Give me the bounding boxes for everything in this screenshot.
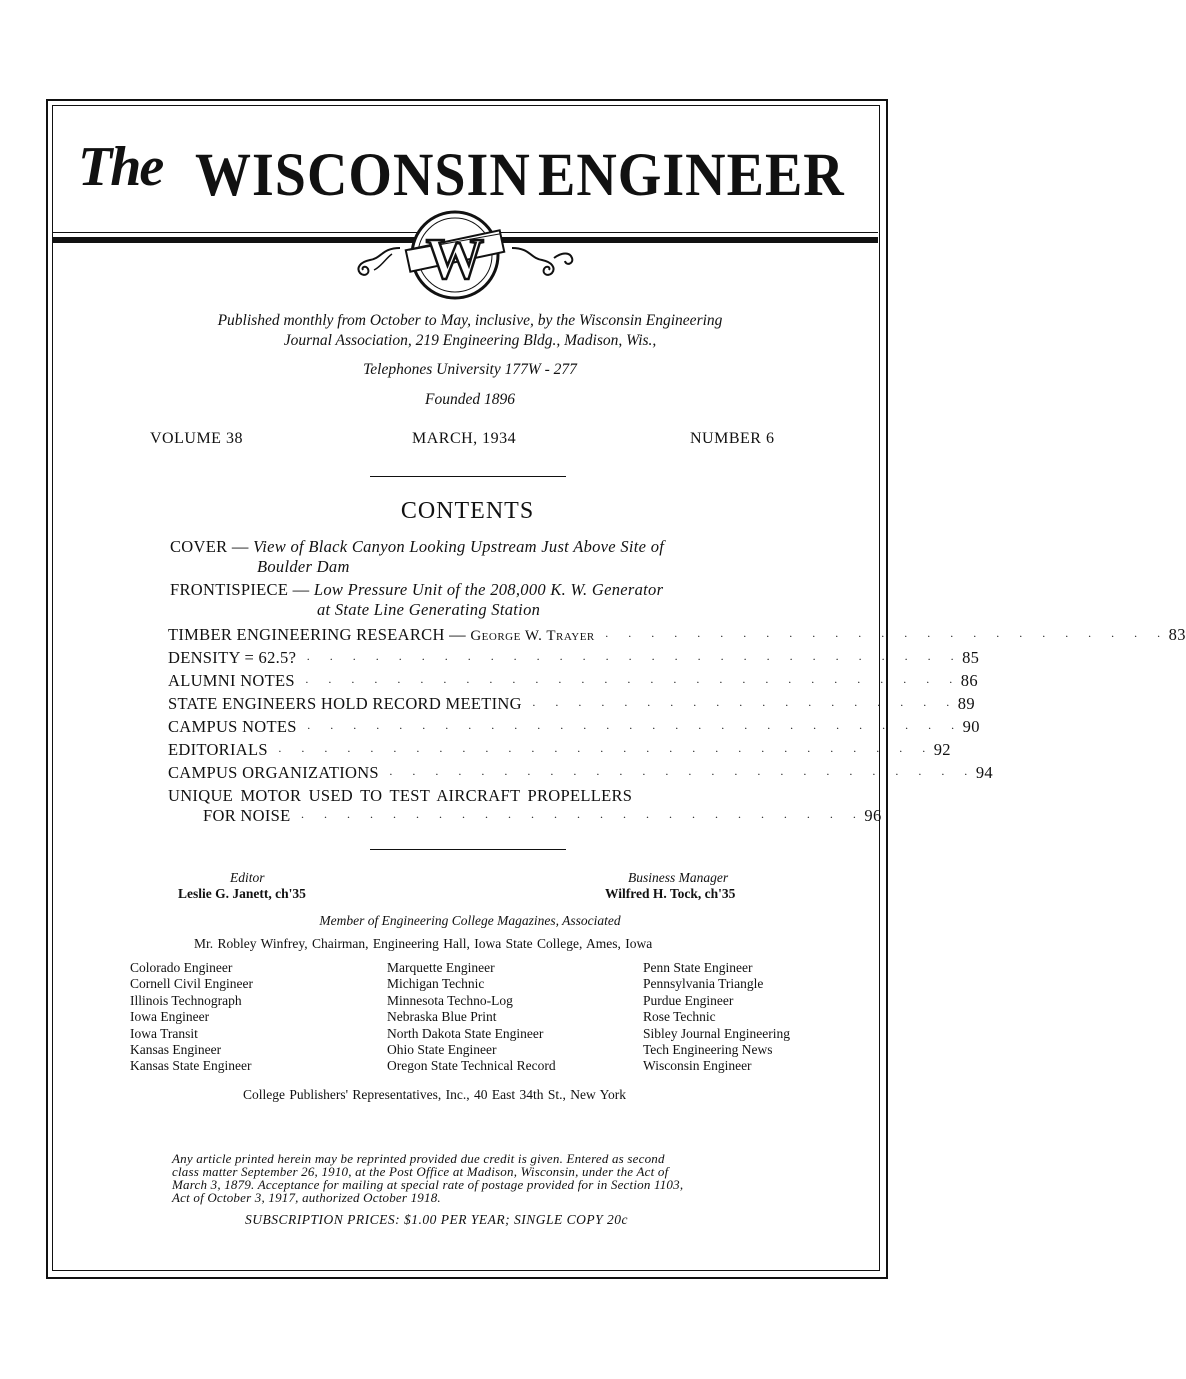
leader-dots: · · · · · · · · · · · · · · · · · · · · · · · · · · · · · (304, 675, 961, 689)
divider-2 (370, 849, 566, 850)
toc-item[interactable] (168, 694, 975, 716)
publication-info (120, 311, 820, 351)
frontispiece-desc-1: Low Pressure Unit of the 208,000 K. W. Generator (313, 580, 664, 599)
magazine-list-col3 (643, 960, 790, 1075)
list-item: Pennsylvania Triangle (643, 976, 764, 992)
list-item: Iowa Engineer (130, 1009, 210, 1025)
magazine-list-col2 (387, 960, 556, 1075)
list-item: Sibley Journal Engineering (643, 1025, 790, 1041)
toc-item-author: George W. Trayer (470, 628, 595, 644)
list-item: Wisconsin Engineer (643, 1058, 752, 1074)
list-item: Michigan Technic (387, 976, 485, 992)
toc-item-page: 86 (960, 671, 978, 690)
frontispiece-label: FRONTISPIECE (170, 580, 289, 599)
list-item: Nebraska Blue Print (387, 1009, 497, 1025)
cover-desc-2: Boulder Dam (257, 557, 350, 576)
list-item: Kansas State Engineer (130, 1058, 252, 1074)
wisconsin-w-logo-icon (399, 200, 511, 310)
scroll-ornament-left-icon (352, 244, 402, 283)
list-item: Tech Engineering News (643, 1042, 773, 1058)
em-dash: — (231, 537, 254, 556)
list-item: North Dakota State Engineer (387, 1025, 544, 1041)
issue-number: NUMBER 6 (690, 430, 775, 447)
toc-item[interactable] (168, 717, 980, 739)
em-dash: — (444, 625, 471, 644)
manager-title: Business Manager (628, 870, 729, 885)
pub-info-line2: Journal Association, 219 Engineering Bldg., Madison, Wis., (283, 332, 657, 349)
toc-item-title: DENSITY = 62.5? (168, 648, 297, 667)
toc-item[interactable] (168, 763, 993, 785)
chairman-line: Mr. Robley Winfrey, Chairman, Engineering Hall, Iowa State College, Ames, Iowa (194, 936, 653, 951)
list-item: Marquette Engineer (387, 960, 495, 975)
toc-item-page: 83 (1168, 625, 1186, 644)
masthead-title-left: WISCONSIN (195, 141, 531, 210)
list-item: Oregon State Technical Record (387, 1058, 556, 1074)
frontispiece-desc-2: at State Line Generating Station (317, 600, 541, 619)
toc-item[interactable] (168, 648, 980, 670)
list-item: Purdue Engineer (643, 992, 734, 1008)
scroll-ornament-right-icon (510, 244, 580, 283)
cover-label: COVER (170, 537, 228, 556)
founded: Founded 1896 (425, 391, 515, 408)
toc-item[interactable] (203, 806, 882, 828)
telephones: Telephones University 177W - 277 (363, 361, 577, 378)
list-item: Illinois Technograph (130, 992, 242, 1008)
leader-dots: · · · · · · · · · · · · · · · · · · · · · · · · · · (388, 767, 976, 781)
toc-item-page: 94 (975, 763, 993, 782)
divider-1 (370, 476, 566, 477)
magazine-list-col1 (130, 960, 253, 1075)
svg-text:W: W (426, 226, 484, 291)
leader-dots: · · · · · · · · · · · · · · · · · · · (531, 698, 958, 712)
toc-item-page: 96 (864, 806, 882, 825)
list-item: Colorado Engineer (130, 960, 233, 975)
list-item: Cornell Civil Engineer (130, 976, 253, 992)
cover-desc-1: View of Black Canyon Looking Upstream Just Above Site of (253, 537, 665, 556)
fine-print-line1: Any article printed herein may be reprinted provided due credit is given. Entered as second (172, 1151, 665, 1166)
toc-item[interactable] (168, 625, 1186, 647)
leader-dots: · · · · · · · · · · · · · · · · · · · · · · · · · (604, 629, 1169, 643)
toc-item-title: ALUMNI NOTES (168, 671, 295, 690)
volume: VOLUME 38 (150, 430, 243, 447)
list-item: Kansas Engineer (130, 1042, 222, 1058)
toc-item-title: EDITORIALS (168, 740, 268, 759)
toc-item-title: CAMPUS ORGANIZATIONS (168, 763, 379, 782)
fine-print-line4: Act of October 3, 1917, authorized October 1918. (172, 1190, 441, 1205)
editor-name: Leslie G. Janett, ch'35 (178, 886, 306, 901)
contents-heading: CONTENTS (400, 498, 535, 524)
toc-item[interactable] (168, 740, 951, 762)
toc-item-title-line1: UNIQUE MOTOR USED TO TEST AIRCRAFT PROPELLERS (168, 786, 633, 805)
representatives-line: College Publishers' Representatives, Inc., 40 East 34th St., New York (243, 1087, 627, 1102)
fine-print (172, 1152, 772, 1204)
fine-print-line2: class matter September 26, 1910, at the Post Office at Madison, Wisconsin, under the Act of (172, 1164, 669, 1179)
masthead-the: The (78, 136, 163, 198)
toc-frontispiece (170, 580, 770, 600)
member-line: Member of Engineering College Magazines, Associated (319, 913, 621, 928)
toc-cover (170, 537, 750, 557)
toc-item-title: CAMPUS NOTES (168, 717, 297, 736)
toc-item-page: 85 (962, 648, 980, 667)
list-item: Iowa Transit (130, 1025, 198, 1041)
manager-name: Wilfred H. Tock, ch'35 (605, 886, 736, 901)
toc-item-title: FOR NOISE (203, 806, 291, 825)
issue-date: MARCH, 1934 (412, 430, 517, 447)
masthead-title-right: ENGINEER (538, 141, 845, 210)
list-item: Ohio State Engineer (387, 1042, 497, 1058)
pub-info-line1: Published monthly from October to May, inclusive, by the Wisconsin Engineering (217, 312, 723, 329)
fine-print-line3: March 3, 1879. Acceptance for mailing at special rate of postage provided for in Section 1103, (172, 1177, 684, 1192)
leader-dots: · · · · · · · · · · · · · · · · · · · · · · · · · (300, 810, 865, 824)
toc-item-page: 90 (962, 717, 980, 736)
leader-dots: · · · · · · · · · · · · · · · · · · · · · · · · · · · · · (306, 652, 963, 666)
toc-item-page: 89 (957, 694, 975, 713)
list-item: Rose Technic (643, 1009, 716, 1025)
toc-item-title: STATE ENGINEERS HOLD RECORD MEETING (168, 694, 522, 713)
leader-dots: · · · · · · · · · · · · · · · · · · · · · · · · · · · · · (306, 721, 963, 735)
leader-dots: · · · · · · · · · · · · · · · · · · · · · · · · · · · · · (277, 744, 934, 758)
list-item: Minnesota Techno-Log (387, 992, 513, 1008)
toc-item-title: TIMBER ENGINEERING RESEARCH (168, 625, 445, 644)
em-dash: — (292, 580, 314, 599)
list-item: Penn State Engineer (643, 960, 753, 975)
editor-title: Editor (230, 870, 265, 885)
toc-item[interactable] (168, 671, 978, 693)
subscription-prices: SUBSCRIPTION PRICES: $1.00 PER YEAR; SINGLE COPY 20c (245, 1212, 628, 1227)
toc-item-page: 92 (933, 740, 951, 759)
